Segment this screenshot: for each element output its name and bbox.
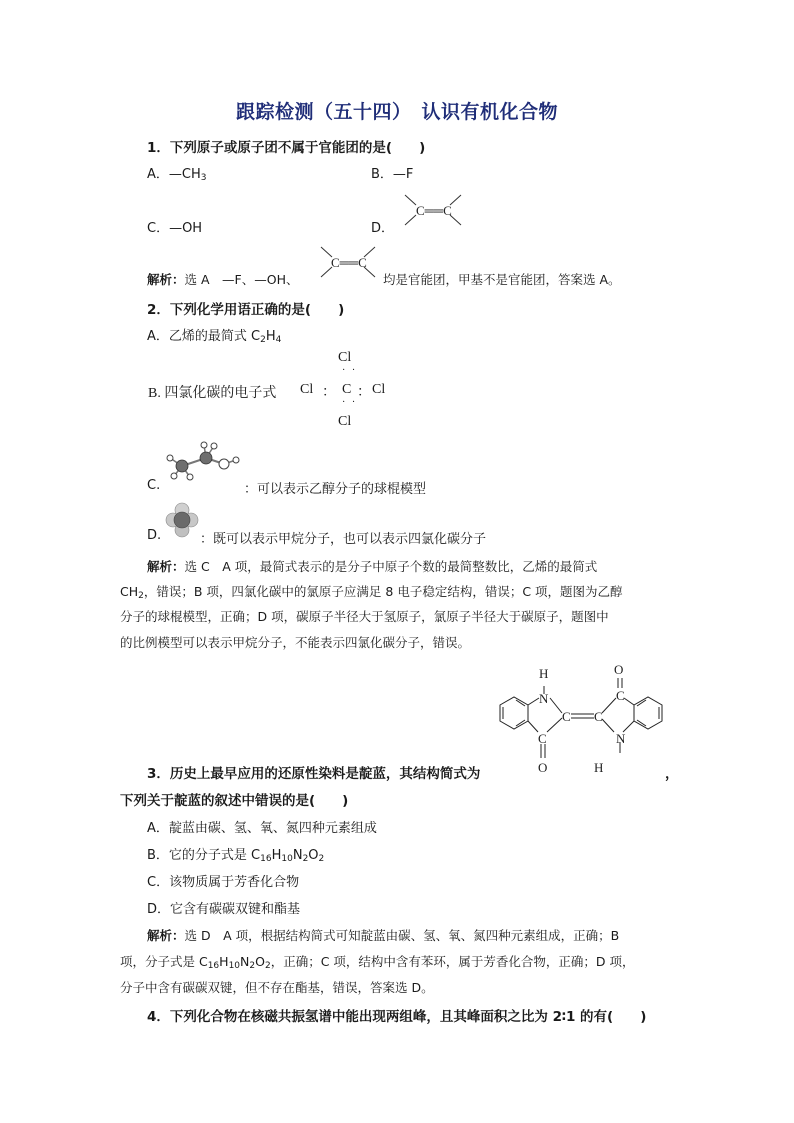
question-2-stem: 2．下列化学用语正确的是( )	[147, 302, 345, 318]
q3-analysis-line-2: 项，分子式是 $C_{16}H_{10}N_2O_2$，正确；C 项，结构中含有苯环，属于芳香化合物，正确；D 项，	[120, 954, 635, 971]
atom-c-1: C	[562, 709, 571, 724]
q2-analysis-line-4: 的比例模型可以表示甲烷分子，不能表示四氯化碳分子，错误。	[120, 635, 471, 650]
q2-option-c-letter: C.	[147, 478, 161, 493]
question-3-stem: 3．历史上最早应用的还原性染料是靛蓝，其结构简式为	[147, 766, 481, 782]
atom-c-3: C	[538, 731, 547, 746]
methane-space-filling-model	[164, 502, 200, 538]
atom-h-bottom: H	[594, 760, 604, 775]
question-1-stem: 1．下列原子或原子团不属于官能团的是( )	[147, 140, 426, 156]
atom-n-left: N	[539, 691, 549, 706]
ccl4-dots-top: · ·	[342, 365, 358, 376]
q3-option-d: D．它含有碳碳双键和酯基	[147, 902, 301, 917]
ccl4-dots-left: ：	[322, 385, 336, 400]
q3-analysis-line-1: 解析：选 D A 项，根据结构简式可知靛蓝由碳、氢、氧、氮四种元素组成，正确；B	[147, 928, 620, 943]
atom-n-right: N	[616, 731, 626, 746]
atom-c-2: C	[594, 709, 603, 724]
ccl4-cl-left: Cl	[300, 382, 314, 397]
ccl4-electron-formula	[300, 346, 400, 436]
alkene-text-2: C══C	[331, 255, 367, 270]
ccl4-dots-bottom: · ·	[342, 397, 358, 408]
q3-option-a: A．靛蓝由碳、氢、氧、氮四种元素组成	[147, 821, 377, 836]
ccl4-cl-bottom: Cl	[338, 414, 352, 429]
q1-option-c: C．—OH	[147, 221, 203, 236]
q3-analysis-line-3: 分子中含有碳碳双键，但不存在酯基，错误，答案选 D。	[120, 980, 434, 995]
alkene-structure-analysis	[318, 245, 380, 281]
q1-analysis: 解析：选 A —F、—OH、	[147, 272, 299, 287]
q3-option-c: C．该物质属于芳香化合物	[147, 875, 300, 890]
page-title: 跟踪检测（五十四） 认识有机化合物	[235, 101, 558, 123]
q2-analysis-line-2: $CH_2$，错误；B 项，四氯化碳中的氯原子应满足 8 电子稳定结构，错误；C 项，题图为乙醇	[120, 584, 623, 601]
question-4-stem: 4．下列化合物在核磁共振氢谱中能出现两组峰，且其峰面积之比为 2∶1 的有( )	[147, 1009, 647, 1025]
q2-option-b-prefix: B. 四氯化碳的电子式	[148, 386, 277, 401]
q2-analysis-line-1: 解析：选 C A 项，最简式表示的是分子中原子个数的最简整数比，乙烯的最简式	[147, 559, 598, 574]
q2-option-c-text: ：可以表示乙醇分子的球棍模型	[244, 482, 427, 497]
ccl4-dots-right: ：	[357, 385, 371, 400]
q3-option-b: B．它的分子式是 $C_{16}H_{10}N_2O_2$	[147, 848, 325, 864]
q1-option-a: A．$—CH_3$	[147, 167, 207, 183]
alkene-text: C══C	[416, 203, 452, 218]
q2-analysis-line-3: 分子的球棍模型，正确；D 项，碳原子半径大于氢原子，氯原子半径大于碳原子，题图中	[120, 609, 609, 624]
ethanol-ball-stick-model	[160, 436, 250, 496]
question-3-comma: ，	[665, 766, 679, 782]
q1-option-d: D．	[371, 221, 395, 236]
question-3-stem-2: 下列关于靛蓝的叙述中错误的是( )	[120, 793, 349, 809]
atom-h-top: H	[539, 666, 549, 681]
indigo-structure	[492, 658, 672, 776]
ccl4-cl-top: Cl	[338, 350, 352, 365]
q2-option-d-text: ：既可以表示甲烷分子，也可以表示四氯化碳分子	[200, 532, 487, 547]
ccl4-cl-right: Cl	[372, 382, 386, 397]
q1-option-b: B．—F	[371, 167, 414, 182]
q2-option-a: A．乙烯的最简式 $C_2H_4$	[147, 329, 282, 345]
alkene-structure-d	[400, 193, 466, 229]
q1-analysis-end: 均是官能团，甲基不是官能团，答案选 A。	[383, 272, 621, 287]
ccl4-c-center: C	[342, 382, 352, 397]
atom-o-bottom: O	[538, 760, 548, 775]
atom-o-top: O	[614, 662, 624, 677]
atom-c-4: C	[616, 688, 625, 703]
q2-option-d-letter: D.	[147, 528, 162, 543]
